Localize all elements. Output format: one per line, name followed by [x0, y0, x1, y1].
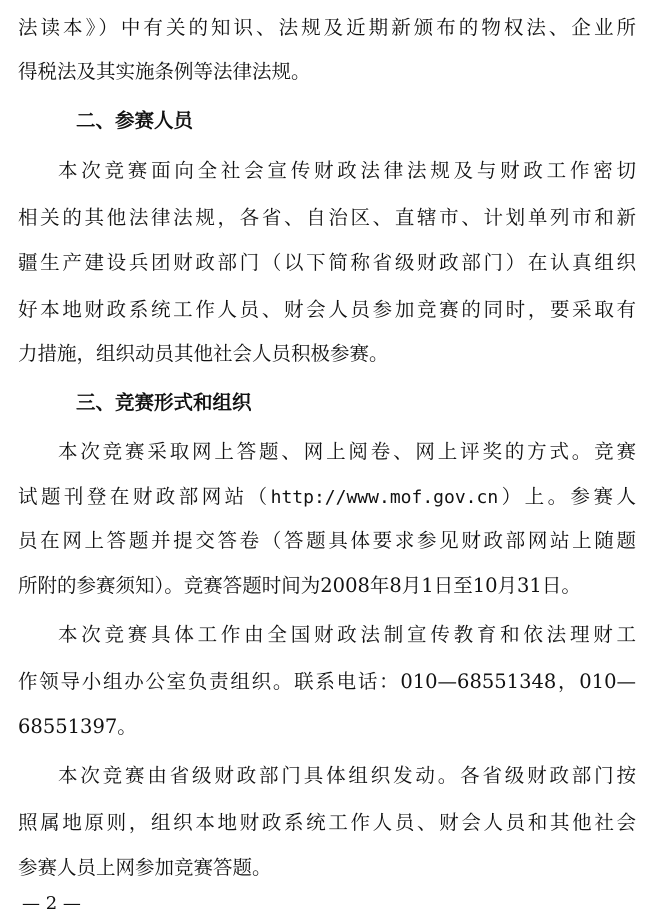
body-text-line: 本次竞赛具体工作由全国财政法制宣传教育和依法理财工	[58, 623, 636, 646]
body-text-line: 68551397。	[18, 715, 137, 738]
body-text-line: 参赛人员上网参加竞赛答题。	[18, 856, 272, 879]
body-text-line: 法读本》）中有关的知识、法规及近期新颁布的物权法、企业所	[18, 16, 636, 39]
body-text-segment: ）上。参赛人	[498, 485, 636, 508]
body-text-line: 所附的参赛须知）。竞赛答题时间为2008年8月1日至10月31日。	[18, 574, 581, 597]
body-text-line	[18, 477, 636, 517]
body-text-line: 得税法及其实施条例等法律法规。	[18, 60, 311, 83]
body-text-line: 相关的其他法律法规，各省、自治区、直辖市、计划单列市和新	[18, 206, 636, 229]
body-text-line: 作领导小组办公室负责组织。联系电话：010—68551348，010—	[18, 670, 636, 693]
body-text-line: 好本地财政系统工作人员、财会人员参加竞赛的同时，要采取有	[18, 298, 636, 321]
website-link[interactable]: http://www.mof.gov.cn	[270, 487, 499, 508]
section-heading: 三、竞赛形式和组织	[76, 391, 252, 414]
body-text-line: 员在网上答题并提交答卷（答题具体要求参见财政部网站上随题	[18, 529, 636, 552]
body-text-line: 力措施，组织动员其他社会人员积极参赛。	[18, 342, 389, 365]
body-text-line: 照属地原则，组织本地财政系统工作人员、财会人员和其他社会	[18, 811, 636, 834]
body-text-line: 本次竞赛面向全社会宣传财政法律法规及与财政工作密切	[58, 159, 636, 182]
page-number: — 2 —	[22, 893, 81, 914]
body-text-segment: 试题刊登在财政部网站（	[18, 485, 271, 508]
body-text-line: 本次竞赛采取网上答题、网上阅卷、网上评奖的方式。竞赛	[58, 440, 636, 463]
section-heading: 二、参赛人员	[76, 109, 194, 132]
body-text-line: 本次竞赛由省级财政部门具体组织发动。各省级财政部门按	[58, 764, 636, 787]
body-text-line: 疆生产建设兵团财政部门（以下简称省级财政部门）在认真组织	[18, 251, 636, 274]
